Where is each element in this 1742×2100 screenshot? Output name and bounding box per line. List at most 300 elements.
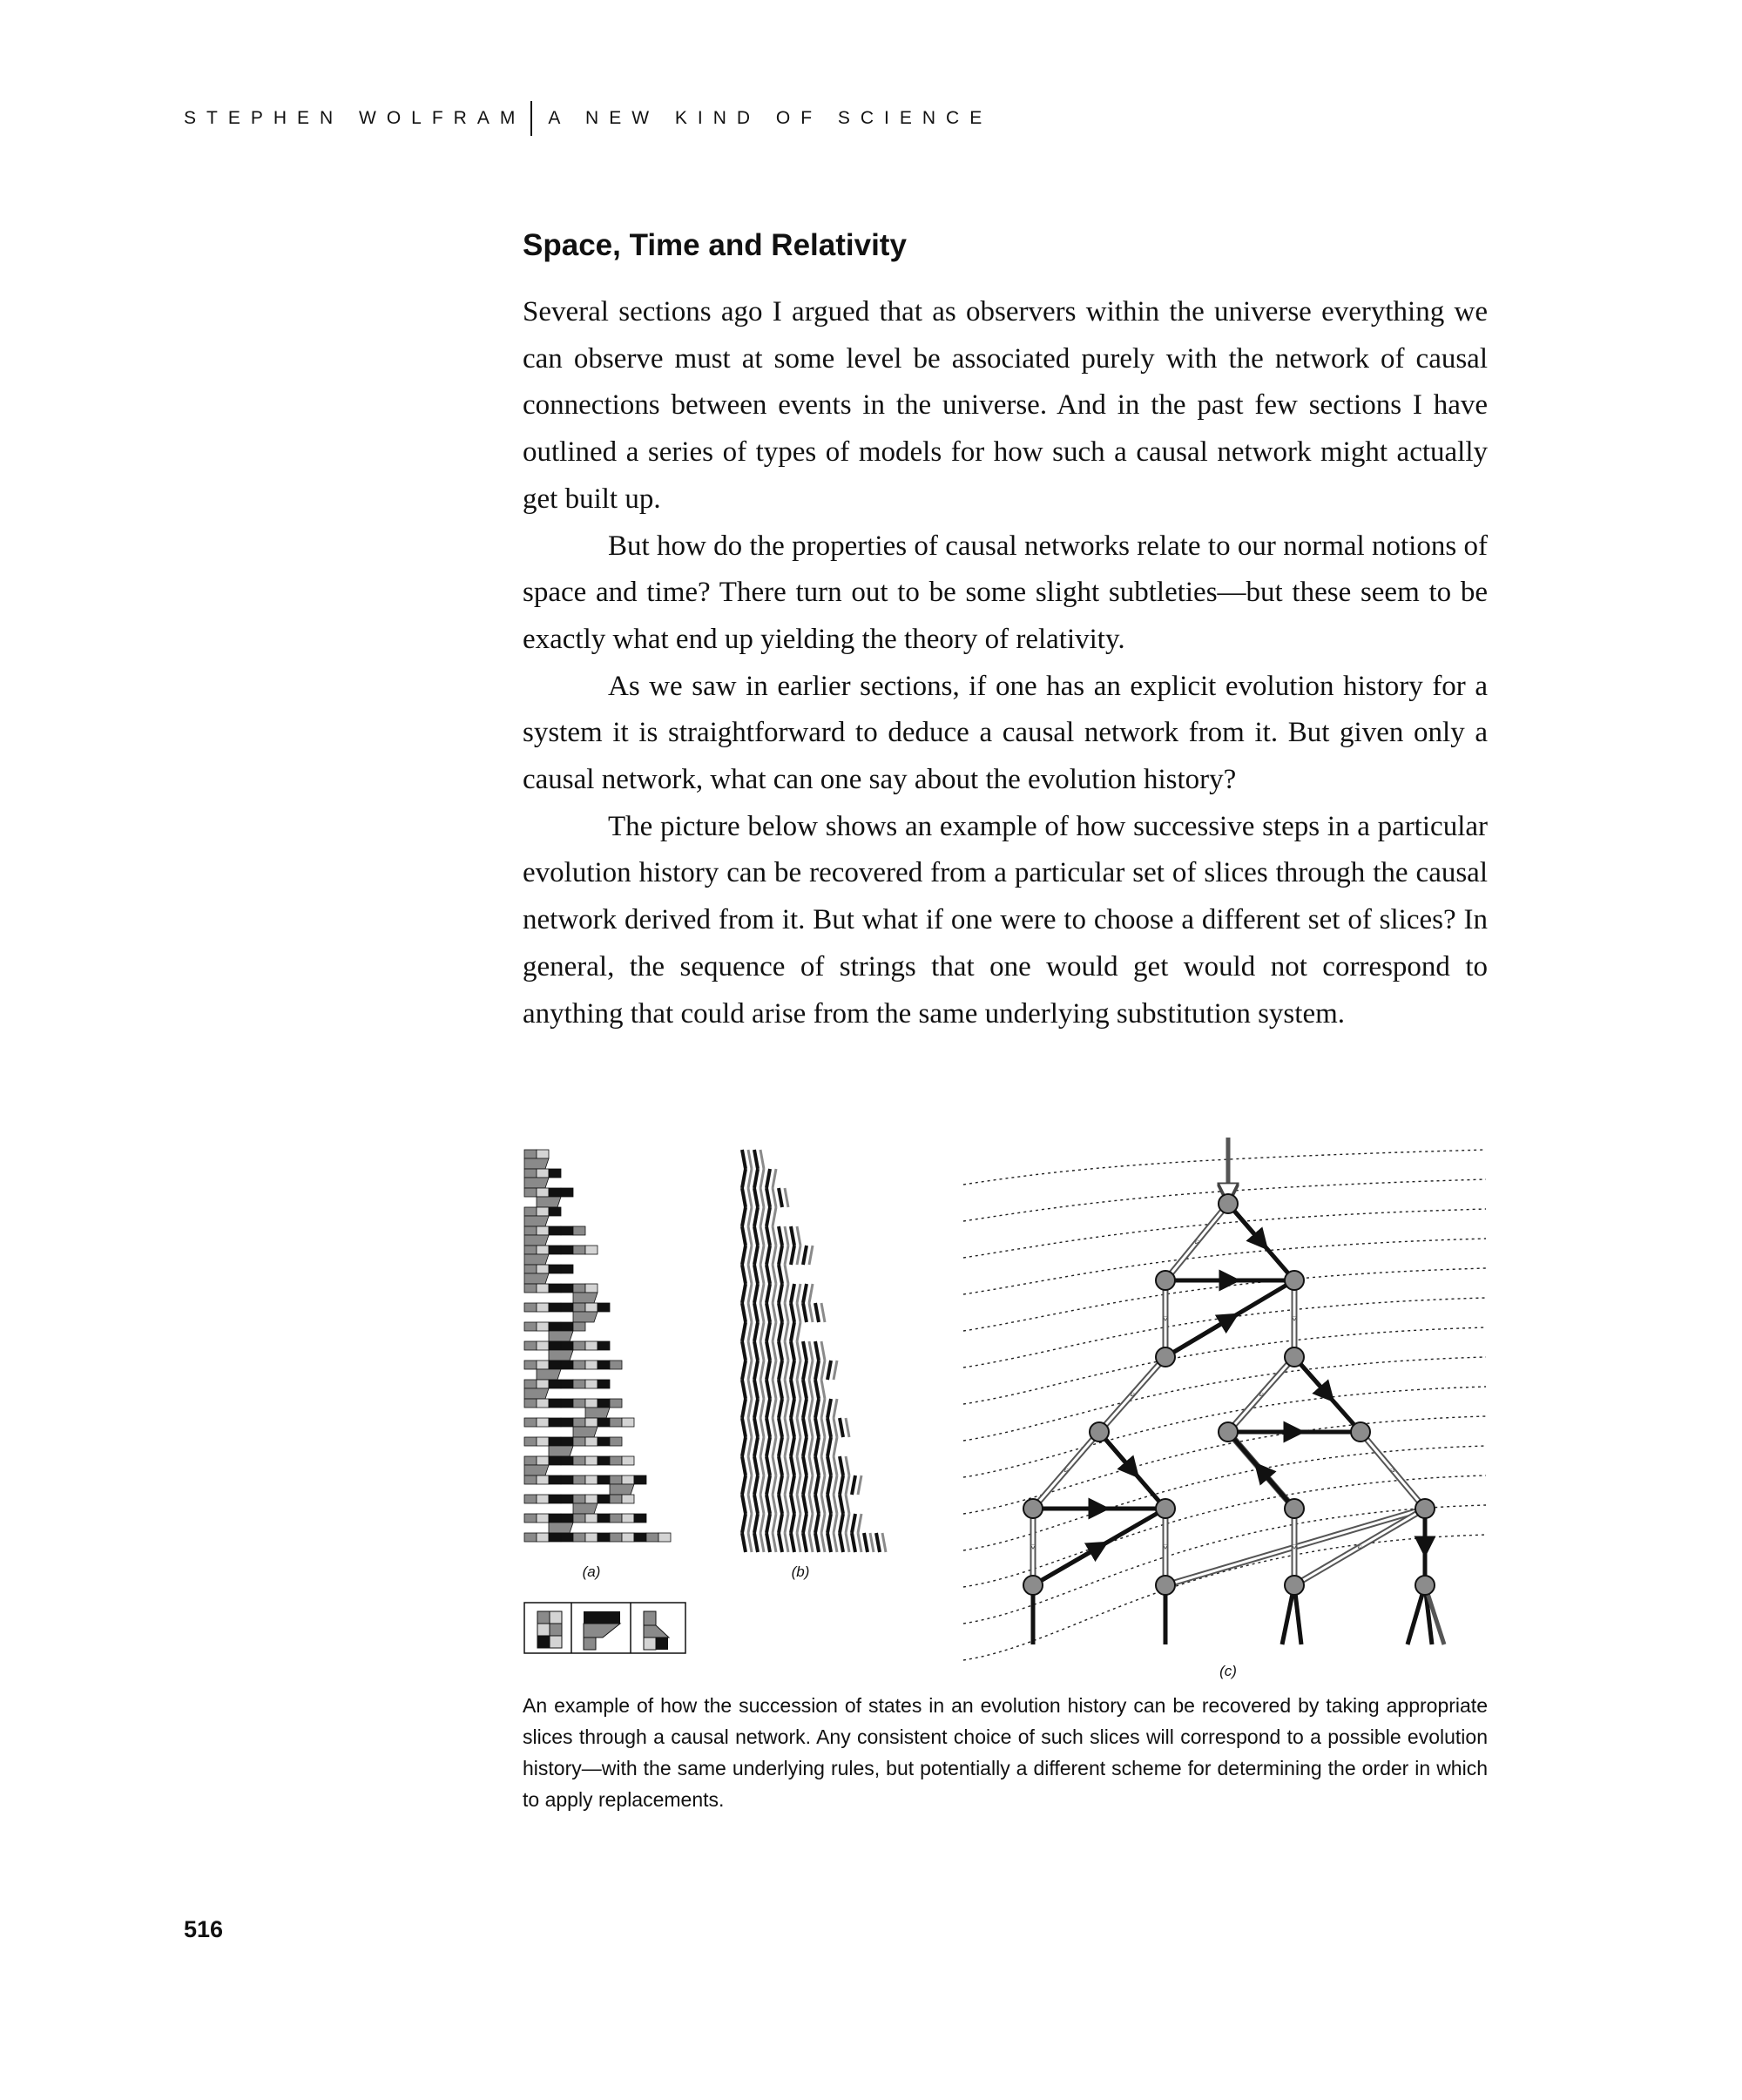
network-node	[1156, 1347, 1175, 1367]
path-stripe	[827, 1495, 831, 1514]
history-cell	[585, 1284, 598, 1293]
path-stripe	[760, 1246, 764, 1265]
path-stripe	[766, 1226, 770, 1246]
replacement-wedge	[585, 1408, 610, 1418]
network-arrow	[1165, 1319, 1230, 1357]
slice-curve	[963, 1239, 1486, 1294]
path-stripe	[742, 1341, 746, 1361]
path-stripe	[791, 1418, 794, 1437]
path-stripe	[773, 1495, 776, 1514]
history-cell	[549, 1475, 561, 1484]
path-stripe	[760, 1533, 764, 1552]
path-stripe	[773, 1284, 776, 1303]
path-stripe	[773, 1456, 776, 1475]
history-cell	[549, 1303, 561, 1312]
header-book-title: A NEW KIND OF SCIENCE	[548, 108, 993, 128]
path-stripe	[773, 1418, 776, 1437]
path-stripe	[766, 1437, 770, 1456]
history-cell	[537, 1456, 549, 1465]
history-cell	[549, 1322, 561, 1331]
path-stripe	[791, 1475, 794, 1495]
path-stripe	[846, 1495, 849, 1514]
path-stripe	[791, 1380, 794, 1399]
path-stripe	[779, 1226, 782, 1246]
path-stripe	[779, 1246, 782, 1265]
path-stripe	[809, 1437, 813, 1456]
history-cell	[524, 1418, 537, 1427]
network-node	[1156, 1576, 1175, 1595]
path-stripe	[815, 1361, 819, 1380]
path-stripe	[797, 1475, 800, 1495]
path-stripe	[797, 1514, 800, 1533]
path-stripe	[748, 1380, 752, 1399]
network-node	[1415, 1499, 1435, 1518]
path-stripe	[858, 1533, 861, 1552]
path-stripe	[773, 1169, 776, 1188]
path-stripe	[748, 1533, 752, 1552]
path-stripe	[748, 1399, 752, 1418]
path-stripe	[760, 1514, 764, 1533]
history-cell	[524, 1207, 537, 1216]
path-stripe	[882, 1533, 886, 1552]
slice-curve	[963, 1327, 1486, 1404]
path-stripe	[827, 1437, 831, 1456]
path-stripe	[834, 1495, 837, 1514]
path-stripe	[815, 1533, 819, 1552]
path-stripe	[779, 1303, 782, 1322]
path-stripe	[858, 1475, 861, 1495]
path-stripe	[834, 1533, 837, 1552]
history-cell	[561, 1399, 573, 1408]
path-stripe	[821, 1514, 825, 1533]
history-cell	[610, 1437, 622, 1446]
history-cell	[585, 1456, 598, 1465]
path-stripe	[760, 1265, 764, 1284]
path-stripe	[803, 1246, 807, 1265]
path-stripe	[748, 1361, 752, 1380]
network-node	[1023, 1499, 1043, 1518]
history-cell	[598, 1533, 610, 1542]
path-stripe	[748, 1265, 752, 1284]
path-stripe	[754, 1341, 758, 1361]
path-stripe	[766, 1361, 770, 1380]
path-stripe	[779, 1322, 782, 1341]
replacement-wedge	[573, 1503, 598, 1514]
path-stripe	[748, 1495, 752, 1514]
history-cell	[537, 1475, 549, 1484]
path-stripe	[815, 1380, 819, 1399]
panel-b-string-paths	[742, 1150, 886, 1552]
path-stripe	[754, 1150, 758, 1169]
network-node	[1285, 1347, 1304, 1367]
history-cell	[524, 1265, 537, 1273]
path-stripe	[803, 1456, 807, 1475]
path-stripe	[846, 1418, 849, 1437]
replacement-wedge	[549, 1446, 573, 1456]
history-cell	[524, 1380, 537, 1388]
path-stripe	[797, 1456, 800, 1475]
path-stripe	[779, 1475, 782, 1495]
history-cell	[585, 1495, 598, 1503]
history-cell	[561, 1284, 573, 1293]
history-cell	[598, 1399, 610, 1408]
history-cell	[549, 1169, 561, 1178]
history-cell	[537, 1495, 549, 1503]
path-stripe	[766, 1380, 770, 1399]
history-cell	[598, 1341, 610, 1350]
path-stripe	[760, 1456, 764, 1475]
path-stripe	[779, 1533, 782, 1552]
path-stripe	[809, 1514, 813, 1533]
path-stripe	[779, 1284, 782, 1303]
path-stripe	[742, 1303, 746, 1322]
path-stripe	[766, 1495, 770, 1514]
path-stripe	[785, 1399, 788, 1418]
history-cell	[524, 1226, 537, 1235]
history-cell	[585, 1341, 598, 1350]
history-cell	[524, 1188, 537, 1197]
rule-legend	[524, 1603, 685, 1653]
history-cell	[524, 1284, 537, 1293]
history-cell	[561, 1246, 573, 1254]
path-stripe	[766, 1284, 770, 1303]
history-cell	[622, 1418, 634, 1427]
history-cell	[537, 1437, 549, 1446]
path-stripe	[840, 1475, 843, 1495]
network-node	[1285, 1499, 1304, 1518]
path-stripe	[791, 1322, 794, 1341]
history-cell	[585, 1437, 598, 1446]
path-stripe	[785, 1303, 788, 1322]
history-cell	[561, 1226, 573, 1235]
path-stripe	[766, 1456, 770, 1475]
history-cell	[524, 1399, 537, 1408]
path-stripe	[773, 1399, 776, 1418]
path-stripe	[840, 1456, 843, 1475]
replacement-wedge	[549, 1350, 573, 1361]
path-stripe	[821, 1341, 825, 1361]
path-stripe	[760, 1495, 764, 1514]
path-stripe	[760, 1303, 764, 1322]
path-stripe	[791, 1341, 794, 1361]
path-stripe	[742, 1150, 746, 1169]
path-stripe	[815, 1475, 819, 1495]
path-stripe	[760, 1361, 764, 1380]
path-stripe	[803, 1437, 807, 1456]
history-cell	[610, 1456, 622, 1465]
path-stripe	[742, 1322, 746, 1341]
path-stripe	[858, 1514, 861, 1533]
path-stripe	[797, 1341, 800, 1361]
path-stripe	[760, 1399, 764, 1418]
history-cell	[573, 1284, 585, 1293]
path-stripe	[827, 1475, 831, 1495]
path-stripe	[773, 1380, 776, 1399]
slice-curve	[963, 1298, 1486, 1367]
history-cell	[537, 1265, 549, 1273]
path-stripe	[785, 1361, 788, 1380]
path-stripe	[742, 1475, 746, 1495]
history-cell	[549, 1361, 561, 1369]
path-stripe	[785, 1418, 788, 1437]
history-cell	[598, 1495, 610, 1503]
path-stripe	[821, 1303, 825, 1322]
path-stripe	[766, 1246, 770, 1265]
path-stripe	[779, 1514, 782, 1533]
path-stripe	[791, 1456, 794, 1475]
path-stripe	[827, 1533, 831, 1552]
path-stripe	[785, 1514, 788, 1533]
replacement-wedge	[524, 1465, 549, 1475]
path-stripe	[852, 1475, 855, 1495]
panel-c-label: (c)	[1219, 1663, 1237, 1679]
path-stripe	[846, 1475, 849, 1495]
path-stripe	[754, 1514, 758, 1533]
history-cell	[524, 1437, 537, 1446]
path-stripe	[748, 1322, 752, 1341]
history-cell	[549, 1246, 561, 1254]
path-stripe	[742, 1418, 746, 1437]
path-stripe	[785, 1437, 788, 1456]
history-cell	[537, 1188, 549, 1197]
path-stripe	[803, 1418, 807, 1437]
path-stripe	[779, 1456, 782, 1475]
path-stripe	[803, 1533, 807, 1552]
history-cell	[622, 1514, 634, 1523]
path-stripe	[864, 1533, 868, 1552]
path-stripe	[748, 1150, 752, 1169]
path-stripe	[748, 1437, 752, 1456]
path-stripe	[754, 1303, 758, 1322]
path-stripe	[791, 1226, 794, 1246]
path-stripe	[754, 1322, 758, 1341]
history-cell	[549, 1533, 561, 1542]
path-stripe	[754, 1169, 758, 1188]
history-cell	[561, 1303, 573, 1312]
path-stripe	[748, 1284, 752, 1303]
path-stripe	[797, 1246, 800, 1265]
history-cell	[561, 1322, 573, 1331]
path-stripe	[766, 1303, 770, 1322]
history-cell	[585, 1418, 598, 1427]
history-cell	[524, 1169, 537, 1178]
history-cell	[622, 1533, 634, 1542]
history-cell	[573, 1361, 585, 1369]
history-cell	[561, 1475, 573, 1484]
path-stripe	[760, 1475, 764, 1495]
path-stripe	[791, 1533, 794, 1552]
path-stripe	[760, 1226, 764, 1246]
path-stripe	[876, 1533, 880, 1552]
network-node	[1415, 1576, 1435, 1595]
history-cell	[537, 1284, 549, 1293]
history-cell	[573, 1246, 585, 1254]
figure	[519, 1132, 1495, 1694]
history-cell	[549, 1284, 561, 1293]
history-cell	[524, 1361, 537, 1369]
history-cell	[537, 1322, 549, 1331]
path-stripe	[760, 1284, 764, 1303]
history-cell	[610, 1533, 622, 1542]
history-cell	[524, 1456, 537, 1465]
path-stripe	[773, 1437, 776, 1456]
history-cell	[573, 1399, 585, 1408]
path-stripe	[815, 1418, 819, 1437]
history-cell	[537, 1399, 549, 1408]
path-stripe	[742, 1284, 746, 1303]
path-stripe	[809, 1456, 813, 1475]
path-stripe	[754, 1456, 758, 1475]
path-stripe	[760, 1188, 764, 1207]
history-cell	[537, 1418, 549, 1427]
history-cell	[585, 1361, 598, 1369]
history-cell	[561, 1514, 573, 1523]
history-cell	[573, 1514, 585, 1523]
path-stripe	[846, 1456, 849, 1475]
path-stripe	[766, 1322, 770, 1341]
network-node	[1219, 1422, 1238, 1442]
path-stripe	[766, 1399, 770, 1418]
history-cell	[537, 1533, 549, 1542]
path-stripe	[766, 1514, 770, 1533]
history-cell	[549, 1207, 561, 1216]
paragraph-3: As we saw in earlier sections, if one has an explicit evolution history for a system it is straightforward to deduce a causal network from it. But given only a causal network, what can one say about the evolution history?	[523, 670, 1488, 796]
path-stripe	[742, 1246, 746, 1265]
history-cell	[610, 1399, 622, 1408]
history-cell	[573, 1226, 585, 1235]
path-stripe	[742, 1533, 746, 1552]
replacement-wedge	[537, 1197, 561, 1207]
path-stripe	[773, 1322, 776, 1341]
path-stripe	[760, 1150, 764, 1169]
history-cell	[573, 1475, 585, 1484]
path-stripe	[766, 1265, 770, 1284]
history-cell	[549, 1495, 561, 1503]
replacement-wedge	[524, 1273, 549, 1284]
path-stripe	[773, 1533, 776, 1552]
path-stripe	[821, 1475, 825, 1495]
path-stripe	[748, 1341, 752, 1361]
panel-a-evolution-history	[524, 1150, 671, 1542]
path-stripe	[754, 1361, 758, 1380]
history-cell	[549, 1265, 561, 1273]
path-stripe	[791, 1361, 794, 1380]
path-stripe	[773, 1361, 776, 1380]
history-cell	[573, 1456, 585, 1465]
slice-curve	[963, 1505, 1486, 1624]
path-stripe	[742, 1495, 746, 1514]
path-stripe	[766, 1418, 770, 1437]
history-cell	[658, 1533, 671, 1542]
path-stripe	[827, 1361, 831, 1380]
history-cell	[573, 1418, 585, 1427]
path-stripe	[748, 1475, 752, 1495]
path-stripe	[797, 1361, 800, 1380]
network-node	[1285, 1271, 1304, 1290]
path-stripe	[846, 1533, 849, 1552]
path-stripe	[766, 1207, 770, 1226]
path-stripe	[779, 1265, 782, 1284]
history-cell	[549, 1514, 561, 1523]
path-stripe	[821, 1418, 825, 1437]
history-cell	[610, 1361, 622, 1369]
history-cell	[524, 1246, 537, 1254]
path-stripe	[827, 1456, 831, 1475]
path-stripe	[809, 1303, 813, 1322]
path-stripe	[803, 1380, 807, 1399]
history-cell	[585, 1303, 598, 1312]
figure-caption: An example of how the succession of states in an evolution history can be recovered by taking appropriate slices through a causal network. Any consistent choice of such slices will correspond to a possible evolution history—with the same underlying rules, but potentially a different scheme for determining the order in which to apply replacements.	[523, 1694, 1488, 1811]
history-cell	[549, 1456, 561, 1465]
network-node	[1090, 1422, 1109, 1442]
history-cell	[598, 1456, 610, 1465]
path-stripe	[773, 1246, 776, 1265]
replacement-wedge	[573, 1312, 598, 1322]
history-cell	[561, 1361, 573, 1369]
network-node	[1023, 1576, 1043, 1595]
history-cell	[573, 1437, 585, 1446]
path-stripe	[809, 1418, 813, 1437]
panel-b-label: (b)	[791, 1563, 810, 1580]
path-stripe	[779, 1380, 782, 1399]
history-cell	[549, 1226, 561, 1235]
path-stripe	[773, 1514, 776, 1533]
path-stripe	[773, 1341, 776, 1361]
path-stripe	[834, 1399, 837, 1418]
history-cell	[561, 1188, 573, 1197]
history-cell	[561, 1380, 573, 1388]
path-stripe	[821, 1380, 825, 1399]
path-stripe	[809, 1246, 813, 1265]
history-cell	[585, 1246, 598, 1254]
path-stripe	[821, 1437, 825, 1456]
history-cell	[549, 1437, 561, 1446]
path-stripe	[779, 1361, 782, 1380]
path-stripe	[742, 1265, 746, 1284]
path-stripe	[870, 1533, 874, 1552]
path-stripe	[785, 1265, 788, 1284]
path-stripe	[834, 1361, 837, 1380]
history-cell	[537, 1246, 549, 1254]
path-stripe	[773, 1188, 776, 1207]
history-cell	[622, 1475, 634, 1484]
path-stripe	[797, 1495, 800, 1514]
path-stripe	[803, 1303, 807, 1322]
path-stripe	[779, 1341, 782, 1361]
path-stripe	[760, 1169, 764, 1188]
path-stripe	[803, 1475, 807, 1495]
network-node	[1351, 1422, 1370, 1442]
path-stripe	[748, 1226, 752, 1246]
history-cell	[573, 1303, 585, 1312]
network-node	[1156, 1271, 1175, 1290]
path-stripe	[834, 1456, 837, 1475]
replacement-wedge	[524, 1254, 549, 1265]
path-stripe	[797, 1226, 800, 1246]
path-stripe	[827, 1418, 831, 1437]
path-stripe	[742, 1456, 746, 1475]
path-stripe	[821, 1456, 825, 1475]
path-stripe	[785, 1341, 788, 1361]
path-stripe	[742, 1380, 746, 1399]
replacement-wedge	[549, 1523, 573, 1533]
page-number: 516	[184, 1916, 224, 1942]
replacement-wedge	[573, 1293, 598, 1303]
replacement-wedge	[524, 1235, 549, 1246]
slice-curve	[963, 1150, 1486, 1185]
path-stripe	[852, 1514, 855, 1533]
path-stripe	[791, 1437, 794, 1456]
